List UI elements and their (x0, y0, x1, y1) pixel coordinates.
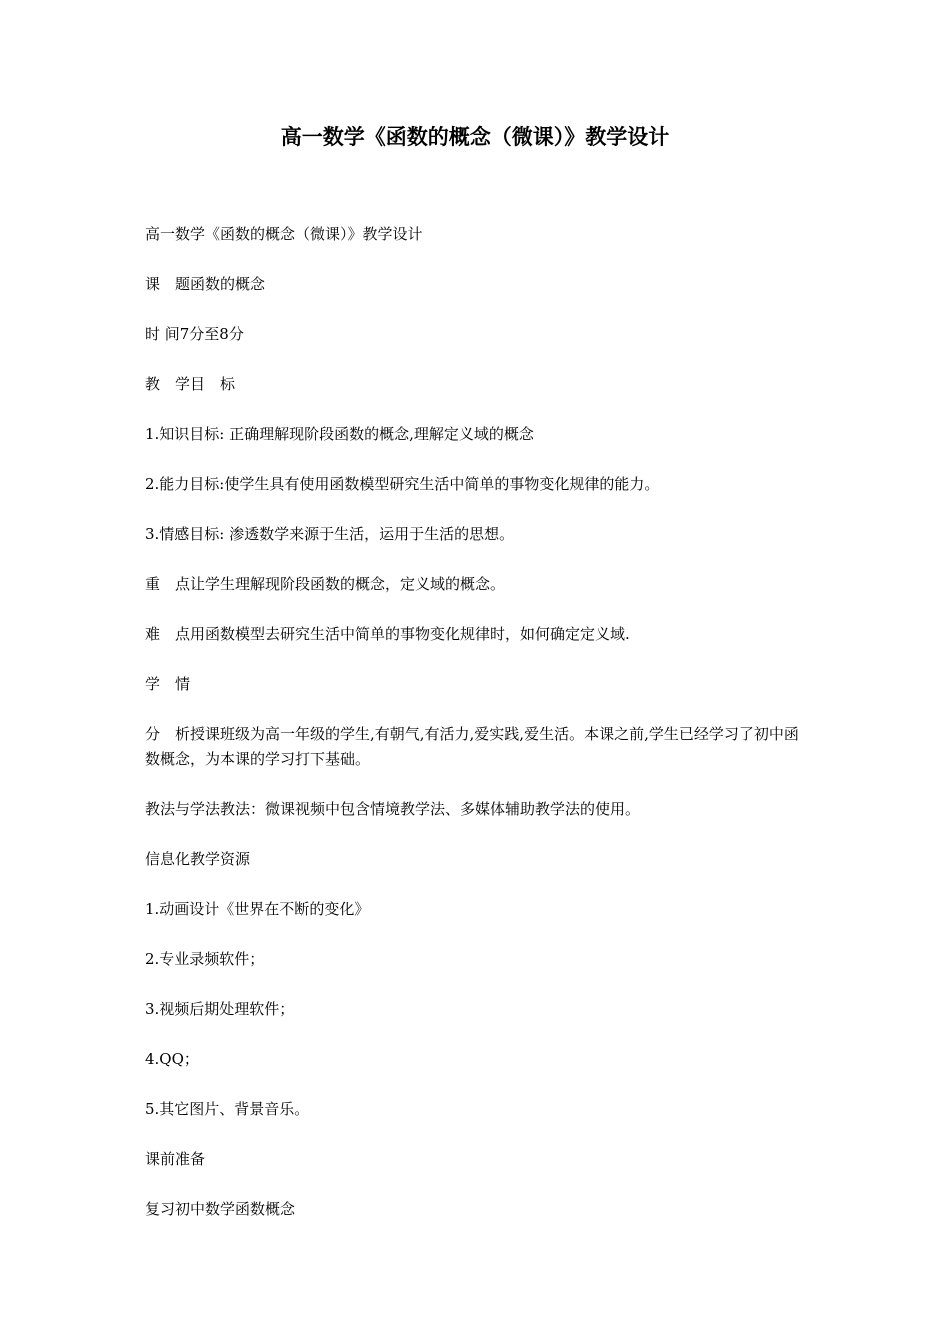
duration-line: 时 间7分至8分 (145, 325, 244, 343)
resource-item: 4.QQ； (145, 1050, 199, 1068)
difficulty-line: 难 点用函数模型去研究生活中简单的事物变化规律时，如何确定定义域. (145, 625, 630, 643)
resources-heading: 信息化教学资源 (145, 850, 251, 868)
emotion-objective: 3.情感目标: 渗透数学来源于生活，运用于生活的思想。 (145, 525, 515, 543)
resource-item: 5.其它图片、背景音乐。 (145, 1100, 310, 1118)
ability-objective: 2.能力目标:使学生具有使用函数模型研究生活中简单的事物变化规律的能力。 (145, 475, 660, 493)
learner-analysis: 分 析授课班级为高一年级的学生,有朝气,有活力,爱实践,爱生活。本课之前,学生已经学习了初中函数概念，为本课的学习打下基础。 (145, 725, 799, 768)
knowledge-objective: 1.知识目标: 正确理解现阶段函数的概念,理解定义域的概念 (145, 425, 534, 443)
resource-item: 1.动画设计《世界在不断的变化》 (145, 900, 370, 918)
objectives-heading: 教 学目 标 (145, 375, 236, 393)
topic-line: 课 题函数的概念 (145, 275, 266, 293)
document-body (145, 222, 810, 1247)
resource-item: 3.视频后期处理软件； (145, 1000, 295, 1018)
resource-item: 2.专业录频软件； (145, 950, 265, 968)
teaching-methods: 教法与学法教法：微课视频中包含情境教学法、多媒体辅助教学法的使用。 (145, 800, 641, 818)
learner-heading: 学 情 (145, 675, 191, 693)
preparation-item: 复习初中数学函数概念 (145, 1200, 296, 1218)
page-title: 高一数学《函数的概念（微课）》教学设计 (280, 124, 670, 149)
doc-heading-line: 高一数学《函数的概念（微课）》教学设计 (145, 225, 423, 243)
key-point-line: 重 点让学生理解现阶段函数的概念，定义域的概念。 (145, 575, 506, 593)
preparation-heading: 课前准备 (145, 1150, 206, 1168)
